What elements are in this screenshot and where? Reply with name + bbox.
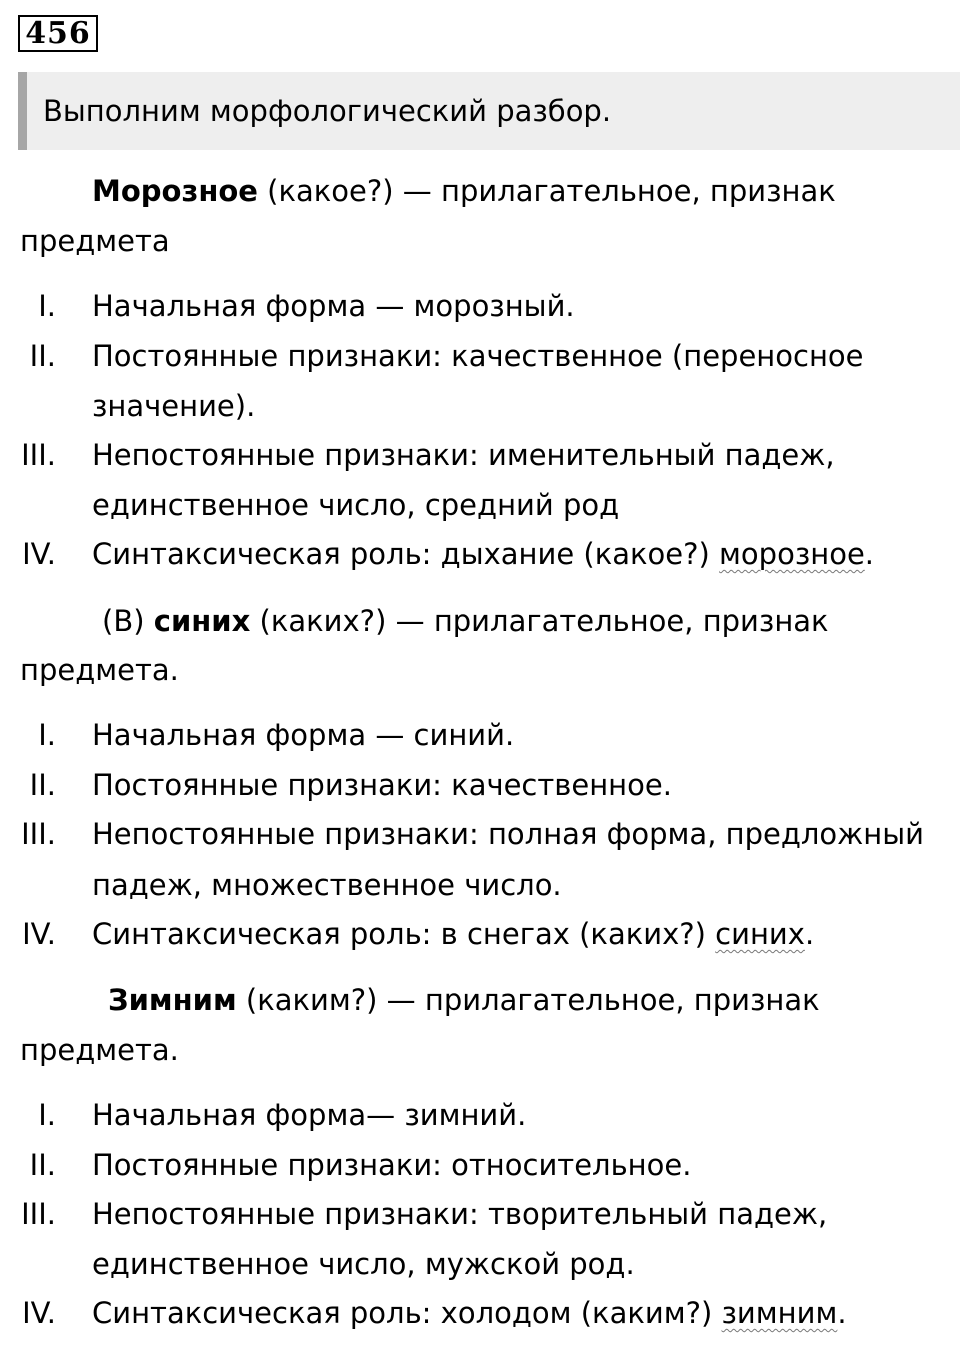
spellcheck-underlined-word: зимним xyxy=(721,1296,838,1330)
heading-prefix: (В) xyxy=(102,604,154,638)
list-item-continuation: единственное число, мужской род. xyxy=(92,1247,635,1281)
heading-continuation: предмета. xyxy=(20,1033,179,1067)
list-item-punct: . xyxy=(864,537,875,571)
list-number: II. xyxy=(29,768,56,802)
intro-callout xyxy=(18,72,960,150)
list-item-continuation: единственное число, средний род xyxy=(92,488,620,522)
list-item: Непостоянные признаки: именительный падеж, xyxy=(92,438,835,472)
list-item xyxy=(92,1296,847,1330)
list-number: I. xyxy=(38,289,56,323)
list-number: III. xyxy=(21,438,56,472)
list-number: III. xyxy=(21,1197,56,1231)
section-heading xyxy=(102,604,829,638)
spellcheck-underlined-word: синих xyxy=(715,917,805,951)
list-number: I. xyxy=(38,1098,56,1132)
heading-description: (каких?) — прилагательное, признак xyxy=(250,604,829,638)
list-number: II. xyxy=(29,339,56,373)
list-number: IV. xyxy=(22,1296,56,1330)
list-item xyxy=(92,537,874,571)
section-heading xyxy=(92,174,836,208)
list-item-punct: . xyxy=(804,917,815,951)
list-number: IV. xyxy=(22,917,56,951)
list-item: Начальная форма— зимний. xyxy=(92,1098,527,1132)
heading-word: Морозное xyxy=(92,174,258,208)
list-item-continuation: падеж, множественное число. xyxy=(92,868,562,902)
list-number: III. xyxy=(21,817,56,851)
intro-text: Выполним морфологический разбор. xyxy=(43,94,612,128)
list-item: Непостоянные признаки: творительный падеж, xyxy=(92,1197,828,1231)
list-item: Начальная форма — синий. xyxy=(92,718,515,752)
list-item-punct: . xyxy=(837,1296,847,1330)
heading-continuation: предмета. xyxy=(20,653,179,687)
spellcheck-underlined-word: морозное xyxy=(719,537,865,571)
list-item: Непостоянные признаки: полная форма, предложный xyxy=(92,817,925,851)
list-number: II. xyxy=(29,1148,56,1182)
heading-continuation: предмета xyxy=(20,224,170,258)
heading-word: Зимним xyxy=(108,983,237,1017)
list-item: Постоянные признаки: качественное. xyxy=(92,768,672,802)
list-item: Постоянные признаки: качественное (переносное xyxy=(92,339,864,373)
heading-word: синих xyxy=(153,604,251,638)
list-item: Постоянные признаки: относительное. xyxy=(92,1148,692,1182)
list-item-continuation: значение). xyxy=(92,389,256,423)
list-item-text: Синтаксическая роль: холодом (каким?) xyxy=(92,1296,722,1330)
list-number: I. xyxy=(38,718,56,752)
task-number: 456 xyxy=(18,15,98,52)
section-heading xyxy=(108,983,820,1017)
list-item-text: Синтаксическая роль: дыхание (какое?) xyxy=(92,537,720,571)
heading-description: (каким?) — прилагательное, признак xyxy=(236,983,820,1017)
list-number: IV. xyxy=(22,537,56,571)
list-item xyxy=(92,917,814,951)
list-item: Начальная форма — морозный. xyxy=(92,289,575,323)
list-item-text: Синтаксическая роль: в снегах (каких?) xyxy=(92,917,716,951)
heading-description: (какое?) — прилагательное, признак xyxy=(257,174,836,208)
